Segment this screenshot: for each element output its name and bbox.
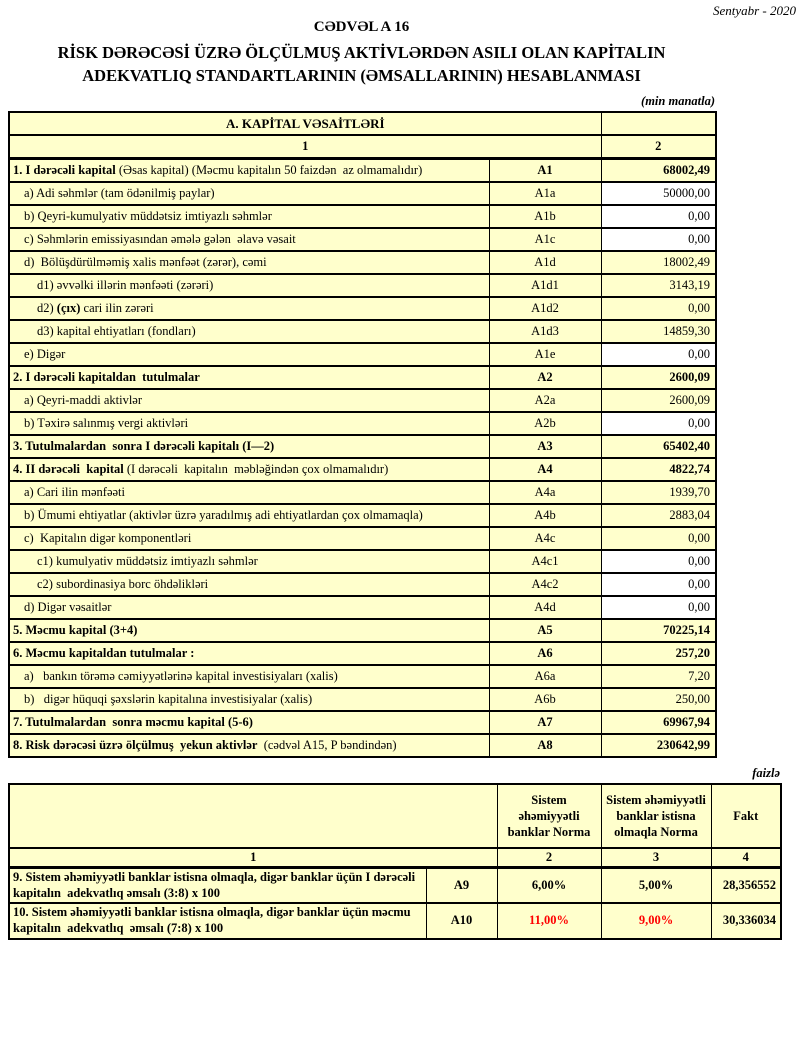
row-code: A4a: [489, 481, 601, 504]
capital-table-section-header: A. KAPİTAL VƏSAİTLƏRİ: [9, 112, 601, 135]
table-reference: CƏDVƏL A 16: [313, 19, 410, 35]
row-code: A10: [426, 903, 497, 938]
capital-table-header-row: [9, 112, 716, 135]
row-value: 50000,00: [601, 182, 716, 205]
row-value: 0,00: [601, 527, 716, 550]
row-value: 257,20: [601, 642, 716, 665]
page-title: [8, 41, 715, 87]
table-row-A4c2: [9, 573, 716, 596]
table-row-A1c: [9, 228, 716, 251]
row-label: d1) əvvəlki illərin mənfəəti (zərəri): [9, 274, 489, 297]
row-label: b) Qeyri-kumulyativ müddətsiz imtiyazlı səhmlər: [9, 205, 489, 228]
row-norm-sib: 6,00%: [497, 868, 601, 904]
row-code: A1d3: [489, 320, 601, 343]
row-label: b) Ümumi ehtiyatlar (aktivlər üzrə yaradılmış adi ehtiyatlardan çox olmamaqla): [9, 504, 489, 527]
row-value: 0,00: [601, 228, 716, 251]
row-label: d) Digər vəsaitlər: [9, 596, 489, 619]
row-value: 3143,19: [601, 274, 716, 297]
row-code: A2a: [489, 389, 601, 412]
row-code: A1e: [489, 343, 601, 366]
row-code: A4c1: [489, 550, 601, 573]
row-norm-other: 5,00%: [601, 868, 711, 904]
table-row-A4c: [9, 527, 716, 550]
row-label: c) Kapitalın digər komponentləri: [9, 527, 489, 550]
row-value: 0,00: [601, 573, 716, 596]
row-label: a) Qeyri-maddi aktivlər: [9, 389, 489, 412]
row-value: 2883,04: [601, 504, 716, 527]
ratio-table-header-row: [9, 784, 781, 848]
row-value: 2600,09: [601, 366, 716, 389]
row-code: A2b: [489, 412, 601, 435]
row-label: c2) subordinasiya borc öhdəlikləri: [9, 573, 489, 596]
table-row-A8: [9, 734, 716, 757]
row-label: d) Bölüşdürülməmiş xalis mənfəət (zərər), cəmi: [9, 251, 489, 274]
table-row-A4b: [9, 504, 716, 527]
table-row-A7: [9, 711, 716, 734]
row-label: c) Səhmlərin emissiyasından əmələ gələn əlavə vəsait: [9, 228, 489, 251]
row-label: 5. Məcmu kapital (3+4): [9, 619, 489, 642]
table-row-A4d: [9, 596, 716, 619]
table-row-A9: [9, 868, 781, 904]
row-label: 8. Risk dərəcəsi üzrə ölçülmuş yekun aktivlər (cədvəl A15, P bəndindən): [9, 734, 489, 757]
table-row-A10: [9, 903, 781, 938]
row-label: b) Təxirə salınmış vergi aktivləri: [9, 412, 489, 435]
percent-unit-note: faizlə: [752, 766, 780, 780]
ratio-header-empty-cell: [9, 784, 497, 848]
row-norm-other: 9,00%: [601, 903, 711, 938]
table-row-A1b: [9, 205, 716, 228]
table-row-A4a: [9, 481, 716, 504]
row-code: A5: [489, 619, 601, 642]
row-value: 250,00: [601, 688, 716, 711]
table-row-A1d1: [9, 274, 716, 297]
table-row-A1d3: [9, 320, 716, 343]
page-title-line1: RİSK DƏRƏCƏSİ ÜZRƏ ÖLÇÜLMUŞ AKTİVLƏRDƏN ASILI OLAN KAPİTALIN: [57, 43, 666, 62]
row-label: 3. Tutulmalardan sonra I dərəcəli kapitalı (I—2): [9, 435, 489, 458]
row-code: A6: [489, 642, 601, 665]
capital-table-header-empty-cell: [601, 112, 716, 135]
row-label: 10. Sistem əhəmiyyətli banklar istisna olmaqla, digər banklar üçün məcmu kapitalın adekvatlıq əmsalı (7:8) x 100: [9, 903, 426, 938]
column-number: 2: [601, 135, 716, 159]
unit-note: (min manatla): [641, 94, 715, 108]
column-number: 1: [9, 135, 601, 159]
table-row-A6: [9, 642, 716, 665]
row-code: A4d: [489, 596, 601, 619]
row-value: 0,00: [601, 412, 716, 435]
ratio-table: [8, 783, 782, 940]
row-label: 4. II dərəcəli kapital (I dərəcəli kapitalın məbləğindən çox olmamalıdır): [9, 458, 489, 481]
table-row-A6b: [9, 688, 716, 711]
column-number: 4: [711, 848, 781, 868]
row-label: 7. Tutulmalardan sonra məcmu kapital (5-6): [9, 711, 489, 734]
row-code: A4: [489, 458, 601, 481]
row-code: A6a: [489, 665, 601, 688]
row-code: A4c: [489, 527, 601, 550]
row-value: 69967,94: [601, 711, 716, 734]
row-label: e) Digər: [9, 343, 489, 366]
row-value: 18002,49: [601, 251, 716, 274]
row-label: d2) (çıx) cari ilin zərəri: [9, 297, 489, 320]
row-value: 0,00: [601, 205, 716, 228]
page-title-line2: ADEKVATLIQ STANDARTLARININ (ƏMSALLARININ) HESABLANMASI: [82, 66, 641, 85]
row-code: A4b: [489, 504, 601, 527]
column-header-sib-norm: Sistem əhəmiyyətli banklar Norma: [497, 784, 601, 848]
column-number: 3: [601, 848, 711, 868]
row-code: A1c: [489, 228, 601, 251]
table-row-A1: [9, 159, 716, 183]
column-number: 2: [497, 848, 601, 868]
column-header-other-norm: Sistem əhəmiyyətli banklar istisna olmaqla Norma: [601, 784, 711, 848]
table-row-A2: [9, 366, 716, 389]
row-label: d3) kapital ehtiyatları (fondları): [9, 320, 489, 343]
ratio-table-column-numbers-row: [9, 848, 781, 868]
capital-table: [8, 111, 717, 758]
row-label: 6. Məcmu kapitaldan tutulmalar :: [9, 642, 489, 665]
row-label: b) digər hüquqi şəxslərin kapitalına investisiyalar (xalis): [9, 688, 489, 711]
row-label: 2. I dərəcəli kapitaldan tutulmalar: [9, 366, 489, 389]
table-row-A1e: [9, 343, 716, 366]
row-code: A1b: [489, 205, 601, 228]
row-code: A1d2: [489, 297, 601, 320]
report-date: Sentyabr - 2020: [712, 3, 796, 18]
row-label: c1) kumulyativ müddətsiz imtiyazlı səhmlər: [9, 550, 489, 573]
row-code: A1: [489, 159, 601, 183]
row-code: A2: [489, 366, 601, 389]
row-label: 9. Sistem əhəmiyyətli banklar istisna olmaqla, digər banklar üçün I dərəcəli kapitalın adekvatlıq əmsalı (3:8) x 100: [9, 868, 426, 904]
row-code: A3: [489, 435, 601, 458]
table-row-A3: [9, 435, 716, 458]
row-code: A9: [426, 868, 497, 904]
table-row-A4c1: [9, 550, 716, 573]
row-value: 4822,74: [601, 458, 716, 481]
row-fact: 28,356552: [711, 868, 781, 904]
row-code: A7: [489, 711, 601, 734]
table-row-A1d: [9, 251, 716, 274]
table-row-A5: [9, 619, 716, 642]
row-value: 0,00: [601, 297, 716, 320]
row-value: 230642,99: [601, 734, 716, 757]
row-fact: 30,336034: [711, 903, 781, 938]
row-code: A4c2: [489, 573, 601, 596]
capital-table-column-numbers-row: [9, 135, 716, 159]
row-value: 1939,70: [601, 481, 716, 504]
row-value: 0,00: [601, 596, 716, 619]
row-value: 7,20: [601, 665, 716, 688]
row-value: 0,00: [601, 343, 716, 366]
row-value: 65402,40: [601, 435, 716, 458]
column-number: 1: [9, 848, 497, 868]
row-code: A1d1: [489, 274, 601, 297]
row-code: A1a: [489, 182, 601, 205]
row-value: 2600,09: [601, 389, 716, 412]
row-label: 1. I dərəcəli kapital (Əsas kapital) (Məcmu kapitalın 50 faizdən az olmamalıdır): [9, 159, 489, 183]
row-label: a) Cari ilin mənfəəti: [9, 481, 489, 504]
table-row-A6a: [9, 665, 716, 688]
row-norm-sib: 11,00%: [497, 903, 601, 938]
column-header-fact: Fakt: [711, 784, 781, 848]
row-code: A1d: [489, 251, 601, 274]
row-value: 0,00: [601, 550, 716, 573]
row-code: A6b: [489, 688, 601, 711]
table-row-A2a: [9, 389, 716, 412]
row-label: a) bankın törəmə cəmiyyətlərinə kapital investisiyaları (xalis): [9, 665, 489, 688]
row-label: a) Adi səhmlər (tam ödənilmiş paylar): [9, 182, 489, 205]
table-row-A1d2: [9, 297, 716, 320]
row-value: 14859,30: [601, 320, 716, 343]
row-value: 68002,49: [601, 159, 716, 183]
row-value: 70225,14: [601, 619, 716, 642]
table-row-A1a: [9, 182, 716, 205]
row-code: A8: [489, 734, 601, 757]
table-row-A4: [9, 458, 716, 481]
table-row-A2b: [9, 412, 716, 435]
